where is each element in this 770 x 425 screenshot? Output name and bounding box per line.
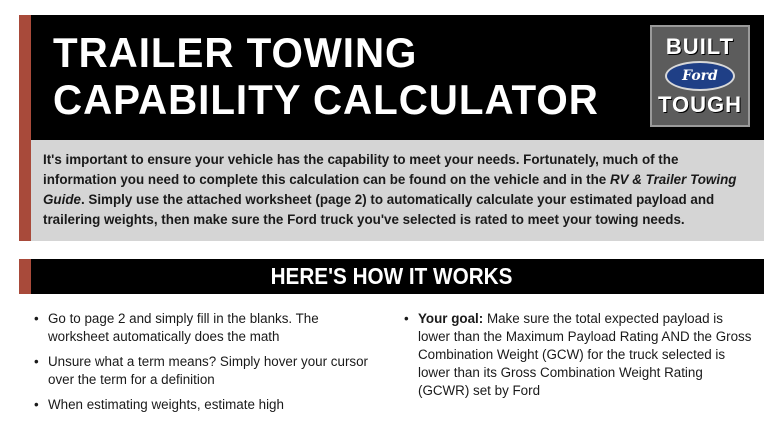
logo-text-bottom: TOUGH	[657, 92, 743, 117]
guide-title[interactable]: RV & Trailer Towing Guide	[43, 172, 737, 207]
intro-paragraph	[43, 150, 754, 230]
intro-text-1: It's important to ensure your vehicle has the capability to meet your needs. Fortunately, much of the information you need to complete this calculation can be found on the vehicle and in the	[43, 152, 679, 187]
intro-panel	[31, 140, 764, 241]
instruction-list	[34, 310, 374, 414]
instructions-right-column	[404, 310, 754, 407]
header-banner	[19, 15, 764, 140]
logo-text-middle: Ford	[682, 68, 718, 84]
goal-list	[404, 310, 754, 400]
instructions-left-column	[34, 310, 374, 421]
list-item: • When estimating weights, estimate high	[34, 396, 374, 414]
list-item: • Go to page 2 and simply fill in the blanks. The worksheet automatically does the math	[34, 310, 374, 346]
title-line-2: CAPABILITY CALCULATOR	[53, 76, 599, 123]
page-title	[53, 29, 599, 123]
ford-oval-icon	[665, 61, 735, 91]
list-item: • Unsure what a term means? Simply hover your cursor over the term for a definition	[34, 353, 374, 389]
accent-stripe	[19, 15, 31, 241]
accent-stripe-2	[19, 259, 31, 294]
goal-label: Your goal:	[418, 311, 484, 326]
logo-text-top: BUILT	[665, 34, 735, 59]
goal-text: Make sure the total expected payload is lower than the Maximum Payload Rating AND the Gross Combination Weight (GCW) for the truck selected is lower than its Gross Combination Weight Rating (GCWR) set by Ford	[418, 311, 752, 398]
title-line-1: TRAILER TOWING	[53, 29, 418, 76]
how-it-works-bar	[19, 259, 764, 294]
goal-item	[404, 310, 754, 400]
intro-text-2: . Simply use the attached worksheet (page 2) to automatically calculate your estimated payload and trailering weights, then make sure the Ford truck you've selected is rated to meet your towing needs.	[43, 192, 715, 227]
built-ford-tough-logo	[650, 25, 750, 127]
section-title: HERE'S HOW IT WORKS	[270, 263, 513, 289]
